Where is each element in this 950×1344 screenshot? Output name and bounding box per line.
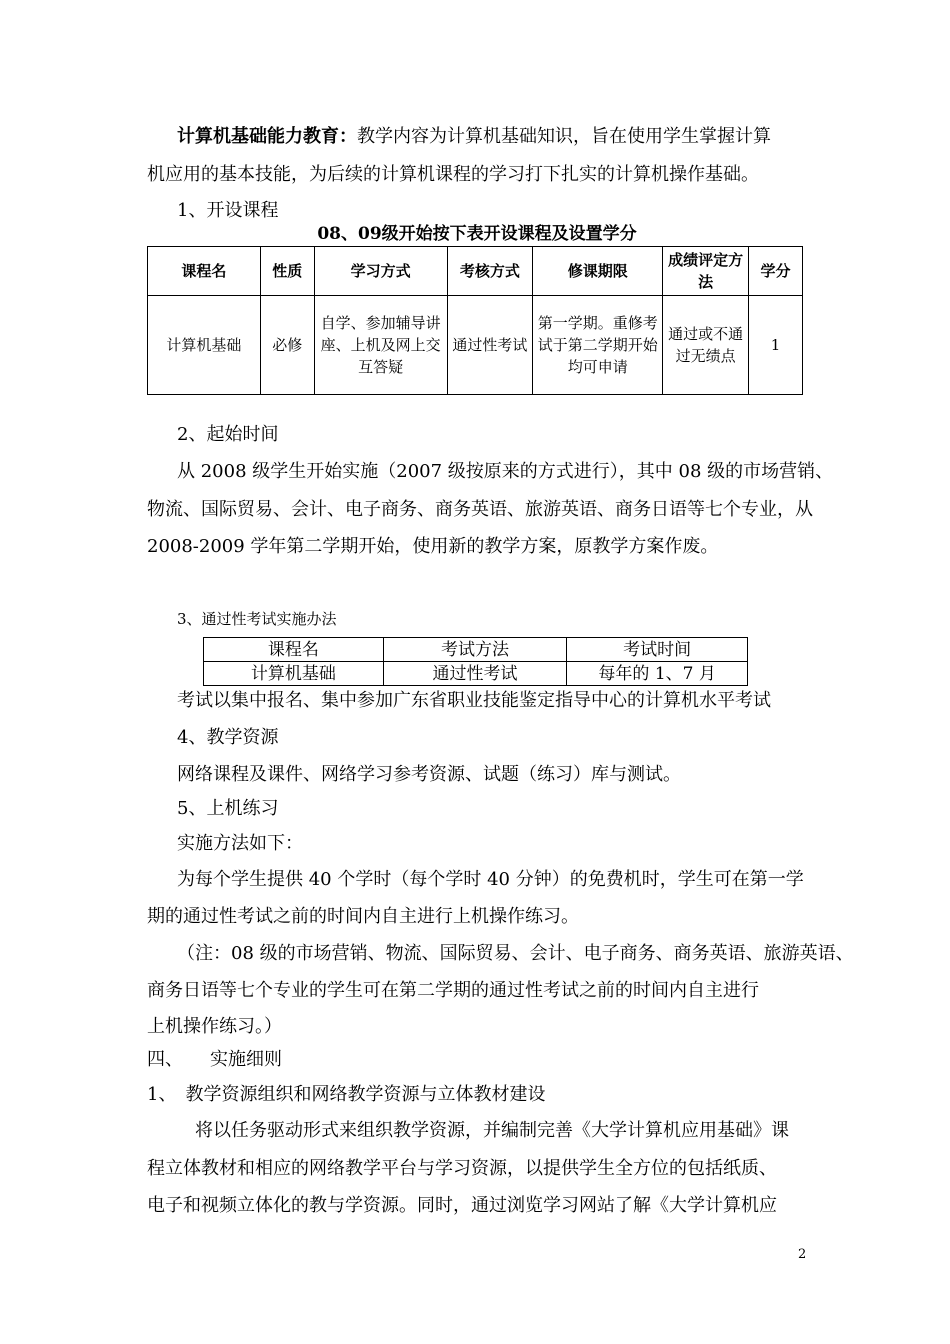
part-4-para-line-3: 电子和视频立体化的教与学资源。同时，通过浏览学习网站了解《大学计算机应 [147,1195,777,1216]
part-4-para-line-2: 程立体教材和相应的网络教学平台与学习资源，以提供学生全方位的包括纸质、 [147,1158,777,1179]
header-cell: 课程名 [148,247,261,296]
section-5-para-1: 实施方法如下： [177,833,303,854]
intro-line-1 [177,125,847,149]
header-cell: 性质 [260,247,314,296]
section-4-para: 网络课程及课件、网络学习参考资源、试题（练习）库与测试。 [177,764,681,785]
table-cell: 必修 [260,296,314,395]
table-cell: 通过或不通过无绩点 [663,296,749,395]
part-4-para-line-1: 将以任务驱动形式来组织教学资源，并编制完善《大学计算机应用基础》课 [177,1120,789,1141]
section-2-para-line-1: 从 2008 级学生开始实施（2007 级按原来的方式进行），其中 08 级的市场营销、 [177,461,834,482]
table-1-caption: 08、09级开始按下表开设课程及设置学分 [317,224,637,244]
section-5-title: 5、上机练习 [177,798,279,819]
header-cell: 课程名 [204,638,384,662]
header-cell: 考试时间 [567,638,748,662]
table-header-row [204,638,748,662]
table-cell: 计算机基础 [204,662,384,686]
section-4-title: 4、教学资源 [177,727,279,748]
header-cell: 学分 [749,247,803,296]
table-row [204,662,748,686]
table-cell: 自学、参加辅导讲座、上机及网上交互答疑 [314,296,447,395]
table-row [148,296,803,395]
section-2-para-line-2: 物流、国际贸易、会计、电子商务、商务英语、旅游英语、商务日语等七个专业，从 [147,499,813,520]
page-number: 2 [798,1247,807,1262]
part-4-subtitle-1: 1、 教学资源组织和网络教学资源与立体教材建设 [147,1084,546,1105]
section-5-note-3: 上机操作练习。） [147,1016,282,1037]
part-4-title: 四、 实施细则 [147,1049,282,1070]
table-cell: 通过性考试 [447,296,533,395]
section-3-title: 3、通过性考试实施办法 [177,610,337,628]
exam-note: 考试以集中报名、集中参加广东省职业技能鉴定指导中心的计算机水平考试 [177,690,771,711]
table-cell: 第一学期。重修考试于第二学期开始均可申请 [533,296,663,395]
table-cell: 通过性考试 [383,662,567,686]
section-5-para-2: 为每个学生提供 40 个学时（每个学时 40 分钟）的免费机时，学生可在第一学 [177,869,804,890]
header-cell: 学习方式 [314,247,447,296]
exam-table [203,637,748,686]
intro-text-1: 教学内容为计算机基础知识，旨在使用学生掌握计算 [357,126,771,147]
section-5-note-1: （注：08 级的市场营销、物流、国际贸易、会计、电子商务、商务英语、旅游英语、 [177,943,854,964]
header-cell: 修课期限 [533,247,663,296]
table-cell: 每年的 1、7 月 [567,662,748,686]
intro-heading: 计算机基础能力教育： [177,126,357,147]
intro-line-2: 机应用的基本技能，为后续的计算机课程的学习打下扎实的计算机操作基础。 [147,164,759,185]
table-header-row [148,247,803,296]
table-cell: 1 [749,296,803,395]
section-2-para-line-3: 2008-2009 学年第二学期开始，使用新的教学方案，原教学方案作废。 [147,536,719,557]
header-cell: 考试方法 [383,638,567,662]
section-1-title: 1、开设课程 [177,200,279,221]
table-cell: 计算机基础 [148,296,261,395]
section-5-note-2: 商务日语等七个专业的学生可在第二学期的通过性考试之前的时间内自主进行 [147,980,759,1001]
course-table [147,246,803,395]
section-5-para-3: 期的通过性考试之前的时间内自主进行上机操作练习。 [147,906,579,927]
header-cell: 成绩评定方法 [663,247,749,296]
header-cell: 考核方式 [447,247,533,296]
section-2-title: 2、起始时间 [177,424,279,445]
